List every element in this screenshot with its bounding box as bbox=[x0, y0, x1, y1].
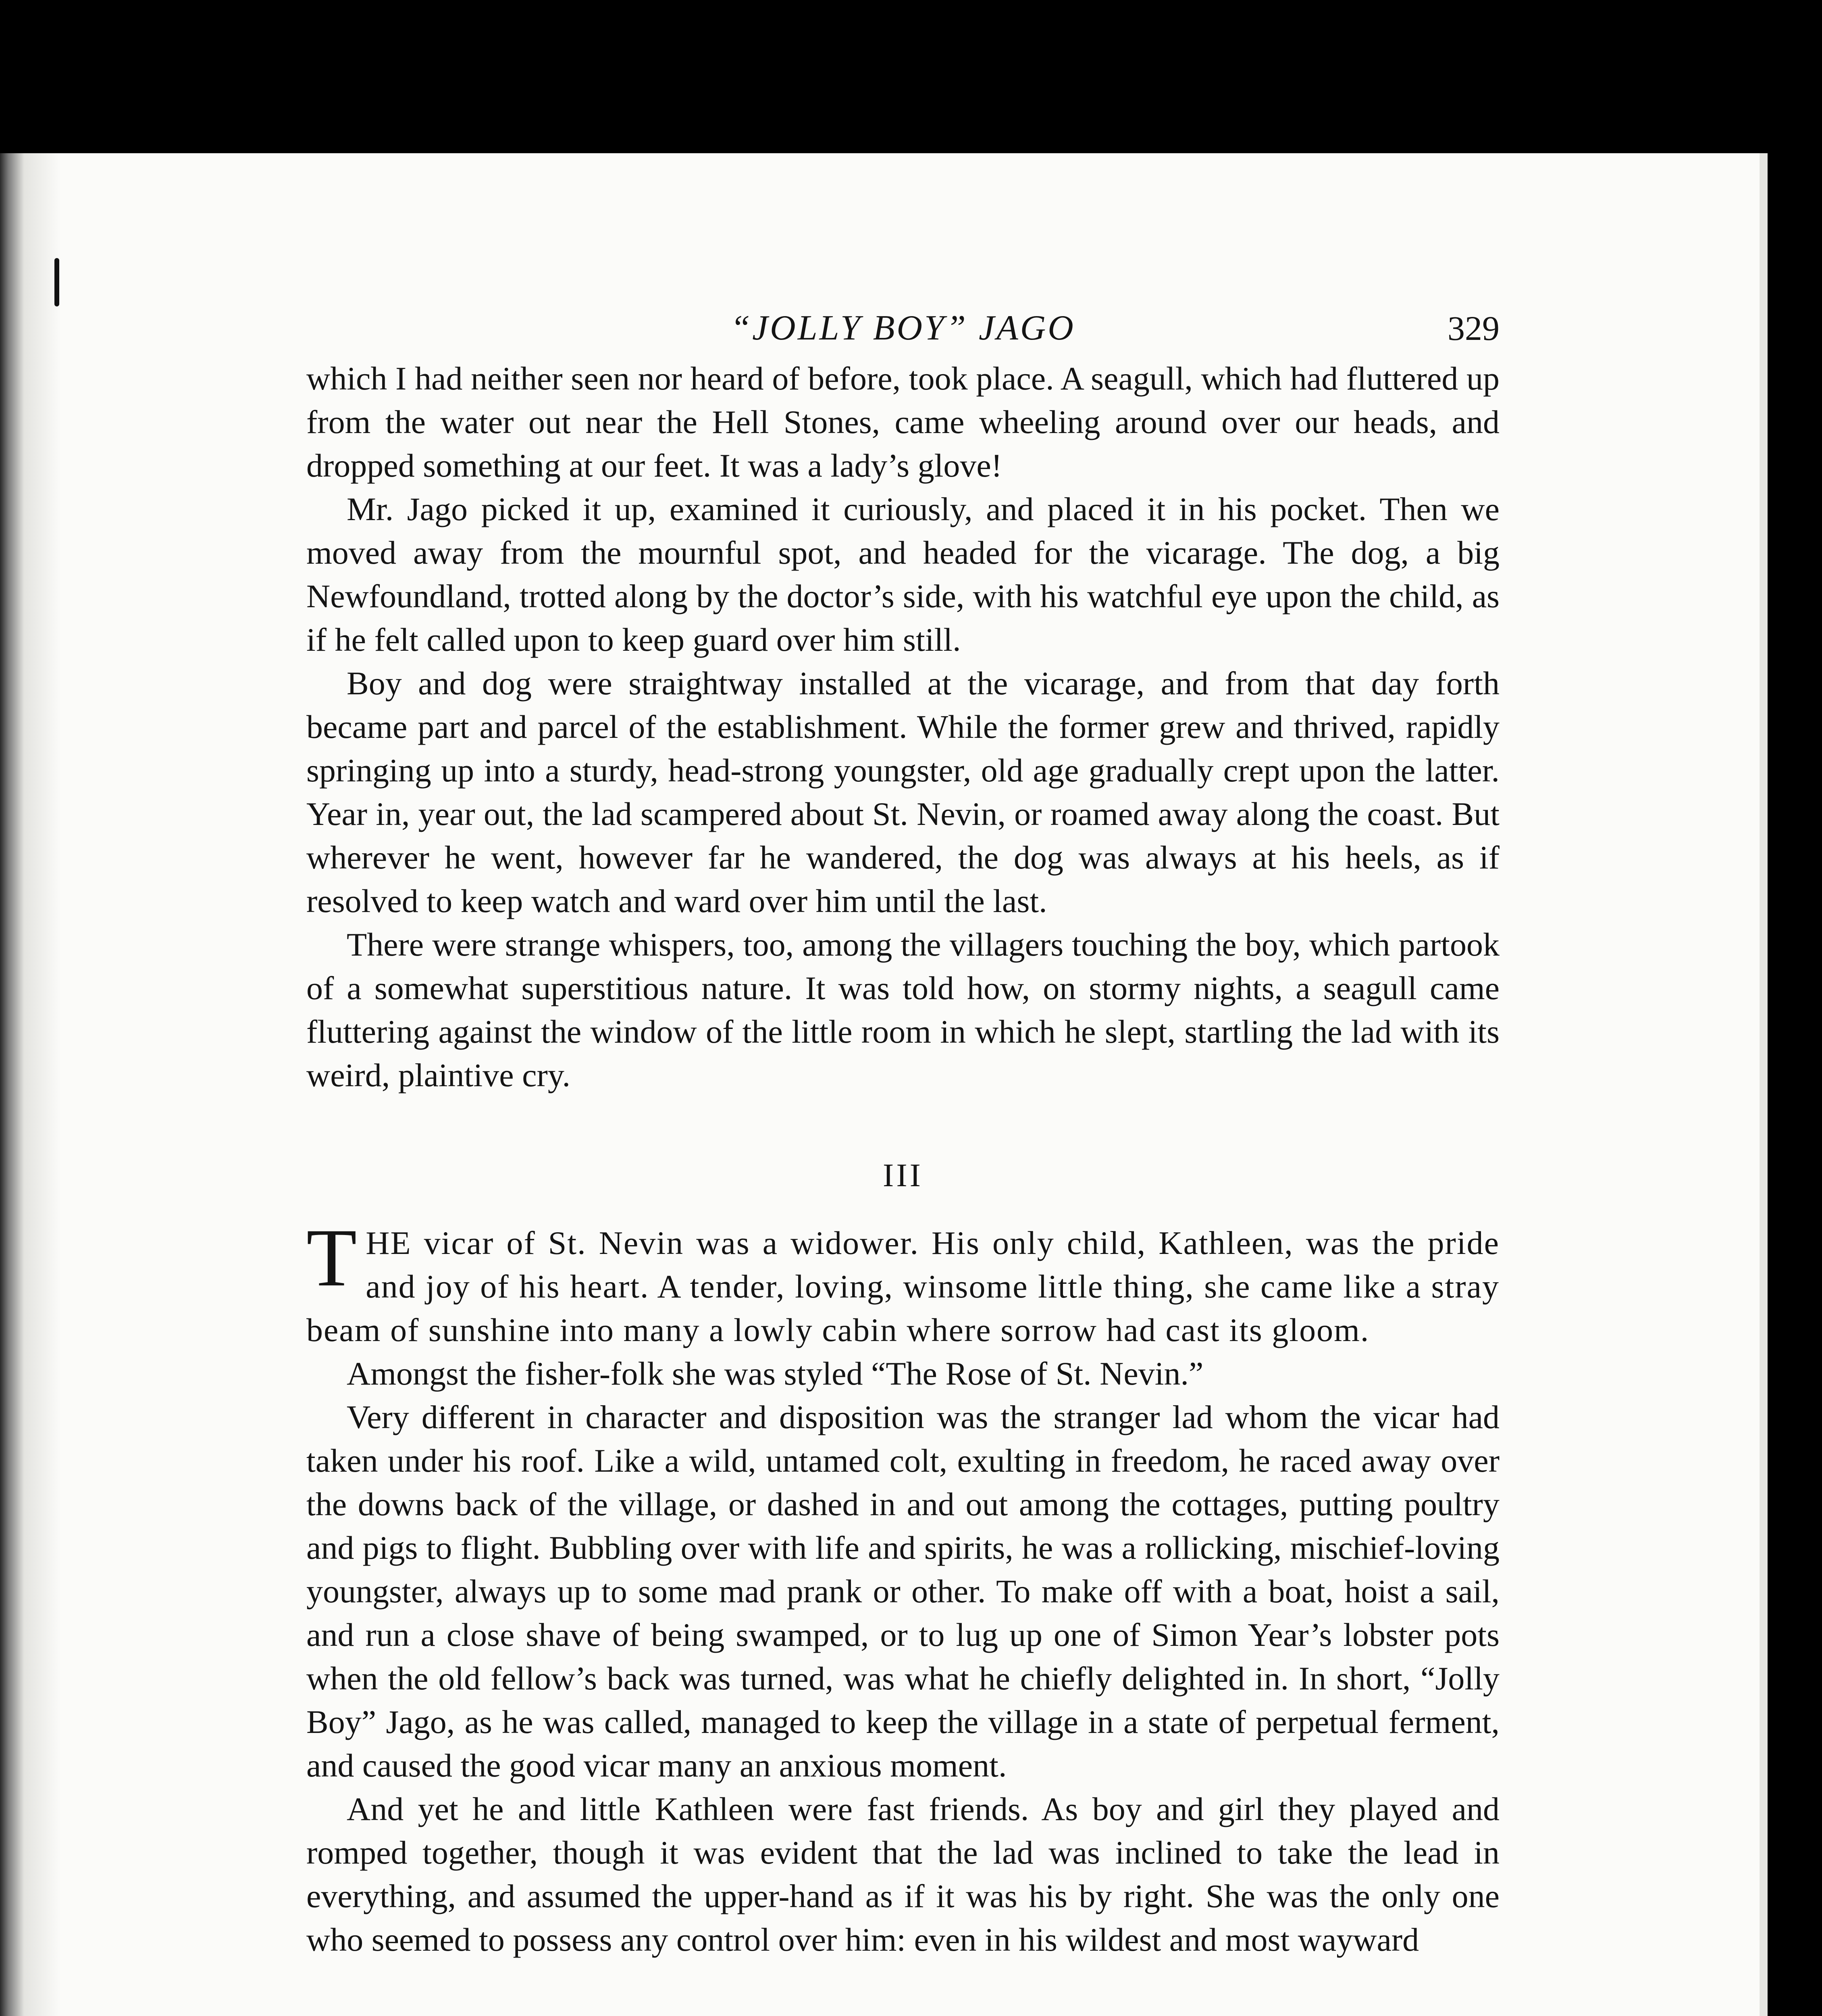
paragraph: Amongst the fisher-folk she was styled “The Rose of St. Nevin.” bbox=[347, 1355, 1204, 1392]
page-number: 329 bbox=[1448, 309, 1500, 348]
paragraph: Mr. Jago picked it up, examined it curiously, and placed it in his pocket. Then we moved away from the mournful spot, and headed for the vicarage. The dog, a big Newfoundland, trotted along by the doctor’s side, with his watchful eye upon the child, as if he felt called upon to keep guard over him still. bbox=[306, 491, 1500, 658]
binding-mark bbox=[54, 258, 59, 306]
opening-text: HE vicar of St. Nevin was a widower. His only child, Kathleen, was the pride and joy of his heart. A tender, loving, winsome little thing, she came like a stray beam of sunshine into many a lowly cabin where sorrow had cast its gloom. bbox=[306, 1225, 1500, 1348]
section-number: III bbox=[883, 1157, 923, 1193]
page-edge bbox=[1760, 153, 1768, 2016]
paragraph: Boy and dog were straightway installed at the vicarage, and from that day forth became part and parcel of the establishment. While the former grew and thrived, rapidly springing up into a sturdy, head-strong youngster, old age gradually crept upon the latter. Year in, year out, the lad scampered about St. Nevin, or roamed away along the coast. But wherever he went, however far he wandered, the dog was always at his heels, as if resolved to keep watch and ward over him until the last. bbox=[306, 665, 1500, 919]
section-opening-paragraph bbox=[306, 1212, 1500, 1352]
page-content bbox=[306, 306, 1500, 1962]
paragraph: There were strange whispers, too, among the villagers touching the boy, which partook of a somewhat superstitious nature. It was told how, on stormy nights, a seagull came fluttering against the window of the little room in which he slept, startling the lad with its weird, plaintive cry. bbox=[306, 926, 1500, 1093]
paragraph: Very different in character and disposition was the stranger lad whom the vicar had taken under his roof. Like a wild, untamed colt, exulting in freedom, he raced away over the downs back of the village, or dashed in and out among the cottages, putting poultry and pigs to flight. Bubbling over with life and spirits, he was a rollicking, mischief-loving youngster, always up to some mad prank or other. To make off with a boat, hoist a sail, and run a close shave of being swamped, or to lug up one of Simon Year’s lobster pots when the old fellow’s back was turned, was what he chiefly delighted in. In short, “Jolly Boy” Jago, as he was called, managed to keep the village in a state of perpetual ferment, and caused the good vicar many an anxious moment. bbox=[306, 1399, 1500, 1784]
drop-cap: T bbox=[306, 1212, 357, 1304]
running-header bbox=[306, 306, 1500, 357]
paragraph: which I had neither seen nor heard of before, took place. A seagull, which had fluttered up from the water out near the Hell Stones, came wheeling around over our heads, and dropped something at our feet. It was a lady’s glove! bbox=[306, 360, 1500, 484]
paragraph: And yet he and little Kathleen were fast friends. As boy and girl they played and romped together, though it was evident that the lad was inclined to take the lead in everything, and assumed the upper-hand as if it was his by right. She was the only one who seemed to possess any control over him: even in his wildest and most wayward bbox=[306, 1791, 1500, 1958]
running-title: “JOLLY BOY” JAGO bbox=[730, 308, 1075, 348]
binding-gutter bbox=[0, 153, 64, 2016]
